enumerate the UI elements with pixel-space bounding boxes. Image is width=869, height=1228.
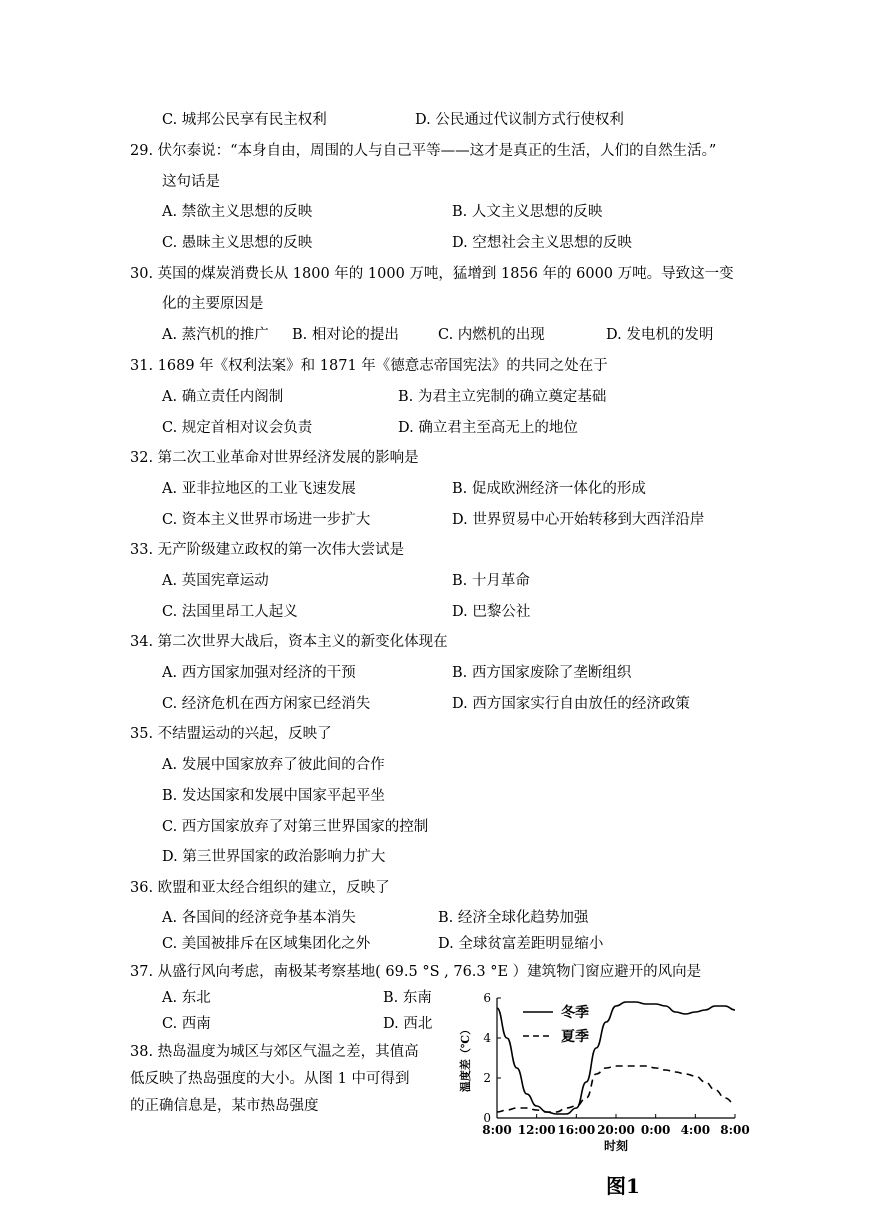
y-tick-label: 0 xyxy=(483,1111,491,1125)
x-tick-label: 16:00 xyxy=(557,1123,596,1137)
series-line-winter xyxy=(497,1002,735,1114)
q35-option-d: D. 第三世界国家的政治影响力扩大 xyxy=(162,849,386,865)
q30-stem-line2: 化的主要原因是 xyxy=(162,296,264,312)
q30-option-b: B. 相对论的提出 xyxy=(292,327,399,343)
x-tick-label: 0:00 xyxy=(640,1123,671,1137)
q30-option-c: C. 内燃机的出现 xyxy=(438,327,545,343)
q33-option-d: D. 巴黎公社 xyxy=(452,604,531,620)
q33-option-c: C. 法国里昂工人起义 xyxy=(162,604,298,620)
q35-option-a: A. 发展中国家放弃了彼此间的合作 xyxy=(162,757,385,773)
q29-stem-line1: 29. 伏尔泰说：“本身自由，周围的人与自己平等——这才是真正的生活，人们的自然生活。” xyxy=(130,143,717,159)
q35-option-b: B. 发达国家和发展中国家平起平坐 xyxy=(162,788,385,804)
y-tick-label: 2 xyxy=(483,1071,491,1085)
q33-option-a: A. 英国宪章运动 xyxy=(162,573,269,589)
q29-stem-line2: 这句话是 xyxy=(162,174,220,190)
q32-option-d: D. 世界贸易中心开始转移到大西洋沿岸 xyxy=(452,512,705,528)
q37-option-a: A. 东北 xyxy=(162,990,211,1006)
legend-label: 冬季 xyxy=(561,1005,589,1021)
q35-option-c: C. 西方国家放弃了对第三世界国家的控制 xyxy=(162,819,429,835)
q36-option-a: A. 各国间的经济竞争基本消失 xyxy=(162,910,356,926)
q31-stem: 31. 1689 年《权利法案》和 1871 年《德意志帝国宪法》的共同之处在于 xyxy=(130,358,608,374)
q36-option-c: C. 美国被排斥在区域集团化之外 xyxy=(162,936,371,952)
y-tick-label: 6 xyxy=(483,991,491,1005)
q38-stem-line3: 的正确信息是，某市热岛强度 xyxy=(130,1098,319,1114)
q36-stem: 36. 欧盟和亚太经合组织的建立，反映了 xyxy=(130,880,390,896)
q34-option-c: C. 经济危机在西方闲家已经消失 xyxy=(162,696,371,712)
q37-stem: 37. 从盛行风向考虑，南极某考察基地( 69.5 °S , 76.3 °E ）建筑物门窗应避开的风向是 xyxy=(130,964,702,980)
q32-option-c: C. 资本主义世界市场进一步扩大 xyxy=(162,512,371,528)
q38-stem-line2: 低反映了热岛强度的大小。从图 1 中可得到 xyxy=(130,1071,410,1087)
figure-caption: 图1 xyxy=(606,1174,640,1198)
q31-option-b: B. 为君主立宪制的确立奠定基础 xyxy=(398,389,607,405)
q35-stem: 35. 不结盟运动的兴起，反映了 xyxy=(130,726,332,742)
q29-option-b: B. 人文主义思想的反映 xyxy=(452,204,603,220)
x-tick-label: 8:00 xyxy=(482,1123,512,1137)
q29-option-a: A. 禁欲主义思想的反映 xyxy=(162,204,313,220)
x-tick-label: 20:00 xyxy=(597,1123,635,1137)
q31-option-d: D. 确立君主至高无上的地位 xyxy=(398,420,578,436)
y-tick-label: 4 xyxy=(483,1031,491,1045)
q37-option-b: B. 东南 xyxy=(383,990,432,1006)
q29-option-c: C. 愚昧主义思想的反映 xyxy=(162,235,313,251)
q29-option-d: D. 空想社会主义思想的反映 xyxy=(452,235,632,251)
q33-stem: 33. 无产阶级建立政权的第一次伟大尝试是 xyxy=(130,542,405,558)
q31-option-c: C. 规定首相对议会负责 xyxy=(162,420,313,436)
legend-label: 夏季 xyxy=(561,1029,589,1045)
x-tick-label: 12:00 xyxy=(517,1123,556,1137)
y-axis-label: 温度差（℃） xyxy=(459,1023,472,1093)
q36-option-d: D. 全球贫富差距明显缩小 xyxy=(438,936,604,952)
q37-option-c: C. 西南 xyxy=(162,1016,211,1032)
q37-option-d: D. 西北 xyxy=(383,1016,433,1032)
q28-option-d: D. 公民通过代议制方式行使权利 xyxy=(415,112,624,128)
q28-option-c: C. 城邦公民享有民主权利 xyxy=(162,112,327,128)
q32-option-a: A. 亚非拉地区的工业飞速发展 xyxy=(162,481,356,497)
x-tick-label: 4:00 xyxy=(680,1123,711,1137)
q34-stem: 34. 第二次世界大战后，资本主义的新变化体现在 xyxy=(130,634,448,650)
q38-stem-line1: 38. 热岛温度为城区与郊区气温之差，其值高 xyxy=(130,1044,419,1060)
heat-island-chart xyxy=(455,988,755,1163)
x-tick-label: 8:00 xyxy=(720,1123,750,1137)
q34-option-b: B. 西方国家废除了垄断组织 xyxy=(452,665,632,681)
q30-option-d: D. 发电机的发明 xyxy=(606,327,714,343)
q34-option-a: A. 西方国家加强对经济的干预 xyxy=(162,665,356,681)
series-line-summer xyxy=(497,1066,735,1112)
q32-stem: 32. 第二次工业革命对世界经济发展的影响是 xyxy=(130,450,419,466)
q30-stem-line1: 30. 英国的煤炭消费长从 1800 年的 1000 万吨，猛增到 1856 年的 6000 万吨。导致这一变 xyxy=(130,266,734,282)
q36-option-b: B. 经济全球化趋势加强 xyxy=(438,910,589,926)
q33-option-b: B. 十月革命 xyxy=(452,573,530,589)
q31-option-a: A. 确立责任内阁制 xyxy=(162,389,284,405)
q34-option-d: D. 西方国家实行自由放任的经济政策 xyxy=(452,696,690,712)
q32-option-b: B. 促成欧洲经济一体化的形成 xyxy=(452,481,646,497)
q30-option-a: A. 蒸汽机的推广 xyxy=(162,327,269,343)
x-axis-label: 时刻 xyxy=(603,1139,629,1153)
